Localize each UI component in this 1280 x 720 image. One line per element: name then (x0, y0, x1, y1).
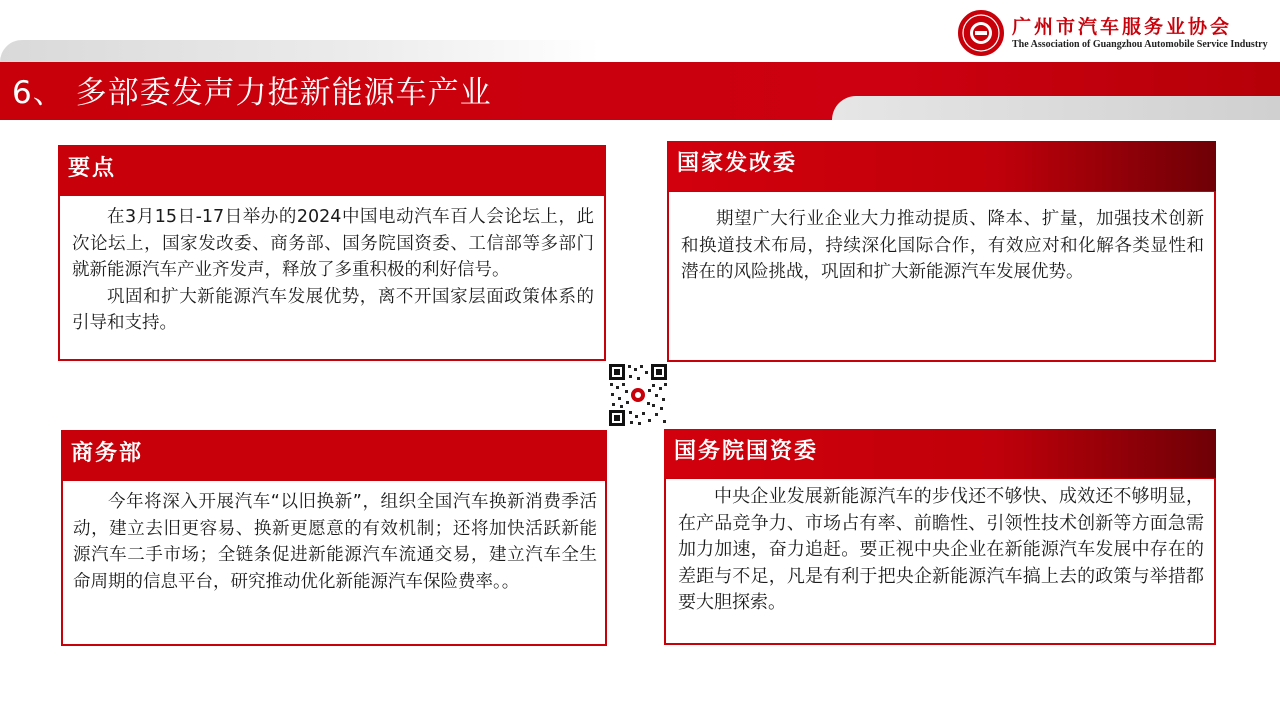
ndrc-paragraph-1: 期望广大行业企业大力推动提质、降本、扩量，加强技术创新和换道技术布局，持续深化国际合作，有效应对和化解各类显性和潜在的风险挑战，巩固和扩大新能源汽车发展优势。 (681, 209, 1204, 282)
logo-name-en: The Association of Guangzhou Automobile Service Industry (1012, 39, 1268, 50)
logo-name-cn: 广州市汽车服务业协会 (1012, 16, 1233, 38)
key-points-paragraph-1: 在3月15日-17日举办的2024中国电动汽车百人会论坛上，此次论坛上，国家发改委、商务部、国务院国资委、工信部等多部门就新能源汽车产业齐发声，释放了多重积极的利好信号。 (72, 207, 594, 280)
card-sasac-body (664, 477, 1216, 645)
seal-icon (958, 10, 1004, 56)
sasac-paragraph-1: 中央企业发展新能源汽车的步伐还不够快、成效还不够明显，在产品竞争力、市场占有率、前瞻性、引领性技术创新等方面急需加力加速，奋力追赶。要正视中央企业在新能源汽车发展中存在的差距与不足，凡是有利于把央企新能源汽车搞上去的政策与举措都要大胆探索。 (678, 486, 1204, 613)
header-decor-swoosh (0, 40, 600, 62)
page-title: 6、 多部委发声力挺新能源车产业 (12, 75, 492, 111)
card-ndrc-title: 国家发改委 (667, 141, 1216, 191)
association-logo (958, 8, 1268, 58)
card-mofcom-body (61, 479, 607, 646)
mofcom-paragraph-1: 今年将深入开展汽车“以旧换新”，组织全国汽车换新消费季活动，建立去旧更容易、换新更愿意的有效机制；还将加快活跃新能源汽车二手市场；全链条促进新能源汽车流通交易，建立汽车全生命周期的信息平台，研究推动优化新能源汽车保险费率。。 (73, 492, 597, 592)
card-ndrc-body (667, 190, 1216, 362)
card-mofcom-title: 商务部 (61, 430, 607, 480)
title-decor-swoosh (832, 96, 1280, 120)
qr-code-icon (608, 363, 668, 427)
key-points-paragraph-2: 巩固和扩大新能源汽车发展优势，离不开国家层面政策体系的引导和支持。 (72, 286, 594, 333)
card-key-points-body (58, 194, 606, 361)
card-key-points-title: 要点 (58, 145, 606, 195)
card-sasac-title: 国务院国资委 (664, 429, 1216, 478)
